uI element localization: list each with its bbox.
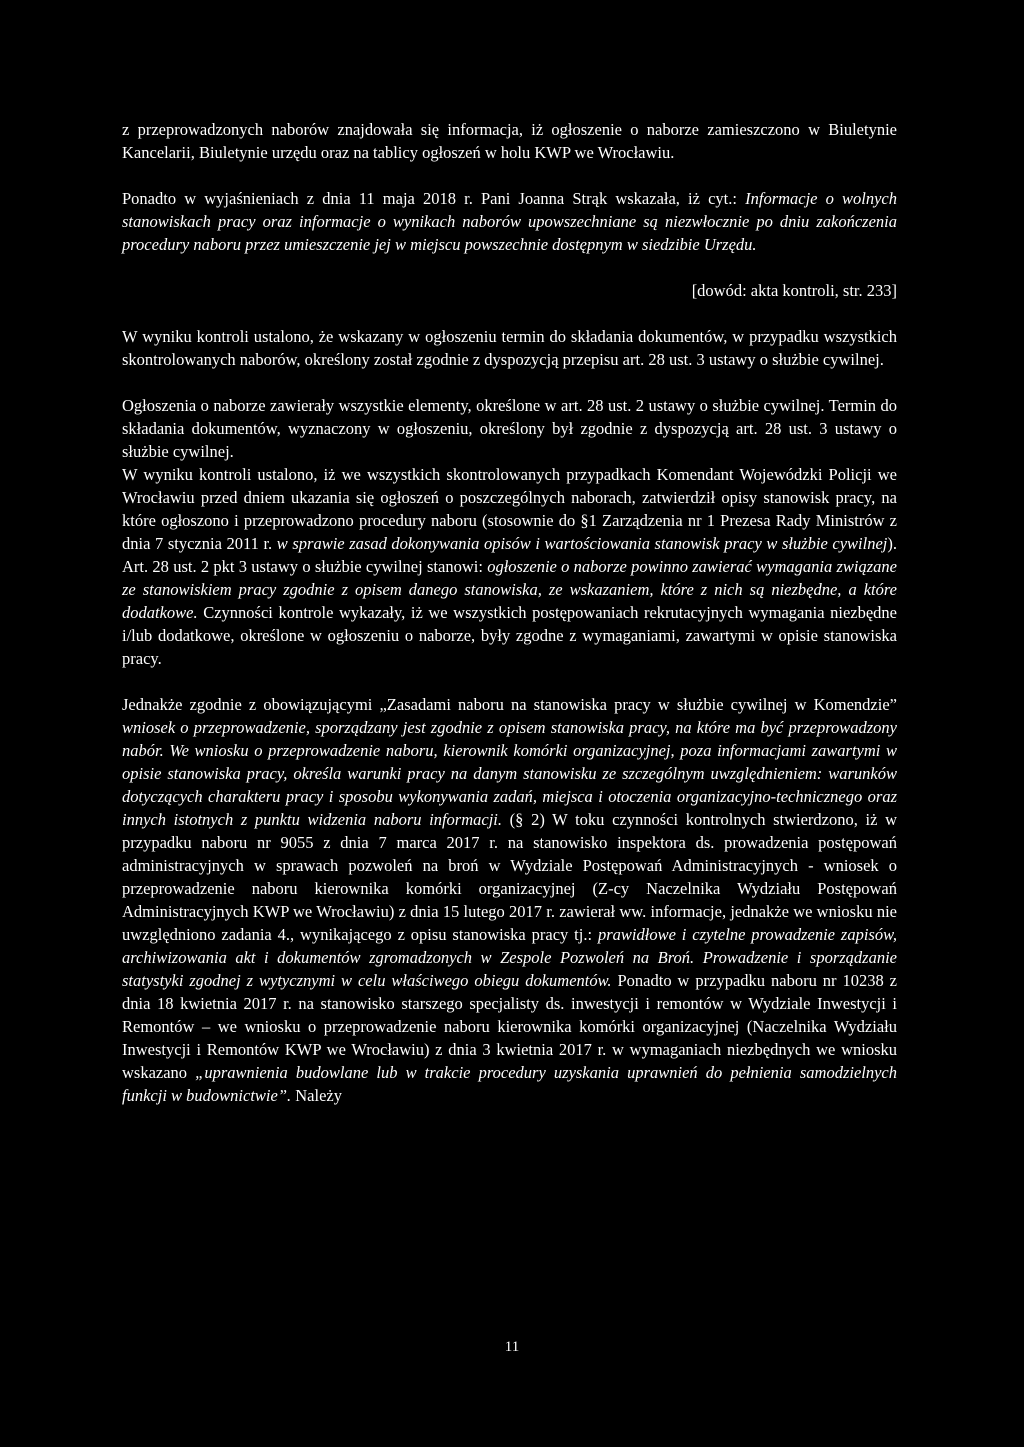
paragraph-2 bbox=[122, 187, 897, 256]
paragraph-5 bbox=[122, 463, 897, 670]
paragraph-3: W wyniku kontroli ustalono, że wskazany w ogłoszeniu termin do składania dokumentów, w przypadku wszystkich skontrolowanych naborów, określony został zgodnie z dyspozycją przepisu art. 28 ust. 3 ustawy o służbie cywilnej. bbox=[122, 327, 897, 369]
paragraph-5-c: ). Art. 28 ust. 2 pkt 3 ustawy o służbie cywilnej stanowi: bbox=[122, 534, 897, 576]
paragraph-6-e: Ponadto w przypadku naboru nr 10238 z dnia 18 kwietnia 2017 r. na stanowisko starszego specjalisty ds. inwestycji i remontów w Wydziale Inwestycji i Remontów – we wniosku o przeprowadzenie naboru kierownika komórki organizacyjnej (Naczelnika Wydziału Inwestycji i Remontów KWP we Wrocławiu) z dnia 3 kwietnia 2017 r. w wymaganiach niezbędnych we wniosku wskazano bbox=[122, 971, 898, 1082]
paragraph-1: z przeprowadzonych naborów znajdowała się informacja, iż ogłoszenie o naborze zamieszczono w Biuletynie Kancelarii, Biuletynie urzędu oraz na tablicy ogłoszeń w holu KWP we Wrocławiu. bbox=[122, 120, 897, 162]
paragraph-4: Ogłoszenia o naborze zawierały wszystkie elementy, określone w art. 28 ust. 2 ustawy o służbie cywilnej. Termin do składania dokumentów, wyznaczony w ogłoszeniu, określony był zgodnie z dyspozycją art. 28 ust. 3 ustawy o służbie cywilnej. bbox=[122, 396, 897, 461]
evidence-reference: [dowód: akta kontroli, str. 233] bbox=[691, 281, 897, 300]
document-body bbox=[122, 118, 897, 1107]
paragraph-5-e: Czynności kontrole wykazały, iż we wszystkich postępowaniach rekrutacyjnych wymagania niezbędne i/lub dodatkowe, określone w ogłoszeniu o naborze, były zgodne z wymaganiami, zawartymi w opisie stanowiska pracy. bbox=[122, 603, 897, 668]
page-number: 11 bbox=[504, 1339, 520, 1355]
paragraph-6-c: (§ 2) W toku czynności kontrolnych stwierdzono, iż w przypadku naboru nr 9055 z dnia 7 marca 2017 r. na stanowisko inspektora ds. prowadzenia postępowań administracyjnych w sprawach pozwoleń na broń w Wydziale Postępowań Administracyjnych - wniosek o przeprowadzenie naboru kierownika komórki organizacyjnej (Z-cy Naczelnika Wydziału Postępowań Administracyjnych KWP we Wrocławiu) z dnia 15 lutego 2017 r. zawierał ww. informacje, jednakże we wniosku nie uwzględniono zadania 4., wynikającego z opisu stanowiska pracy tj.: bbox=[122, 810, 898, 944]
paragraph-5-a: W wyniku kontroli ustalono, iż we wszystkich skontrolowanych przypadkach Komendant Wojewódzki Policji we Wrocławiu przed dniem ukazania się ogłoszeń o poszczególnych naborach, zatwierdził opisy stanowisk pracy, na które ogłoszono i przeprowadzono procedury naboru (stosownie do §1 Zarządzenia nr 1 Prezesa Rady Ministrów z dnia 7 stycznia 2011 r. bbox=[122, 465, 897, 553]
paragraph-6-b: wniosek o przeprowadzenie, sporządzany jest zgodnie z opisem stanowiska pracy, na które ma być przeprowadzony nabór. We wniosku o przeprowadzenie naboru, kierownik komórki organizacyjnej, poza informacjami zawartymi w opisie stanowiska pracy, określa warunki pracy na danym stanowisku ze szczególnym uwzględnieniem: warunków dotyczących charakteru pracy i sposobu wykonywania zadań, miejsca i otoczenia organizacyjno-technicznego oraz innych istotnych z punktu widzenia naboru informacji. bbox=[122, 718, 897, 829]
paragraph-5-d: ogłoszenie o naborze powinno zawierać wymagania związane ze stanowiskiem pracy zgodnie z opisem danego stanowiska, ze wskazaniem, które z nich są niezbędne, a które dodatkowe. bbox=[122, 557, 897, 622]
paragraph-6-g: Należy bbox=[291, 1086, 342, 1105]
paragraph-6-f: „uprawnienia budowlane lub w trakcie procedury uzyskania uprawnień do pełnienia samodzielnych funkcji w budownictwie”. bbox=[122, 1063, 898, 1105]
paragraph-6-d: prawidłowe i czytelne prowadzenie zapisów, archiwizowania akt i dokumentów zgromadzonych w Zespole Pozwoleń na Broń. Prowadzenie i sporządzanie statystyki zgodnej z wytycznymi w celu właściwego obiegu dokumentów. bbox=[122, 925, 897, 990]
paragraph-6-a: Jednakże zgodnie z obowiązującymi „Zasadami naboru na stanowiska pracy w służbie cywilnej w Komendzie” bbox=[122, 695, 897, 714]
paragraph-6 bbox=[122, 693, 897, 1107]
paragraph-2-quote: Informacje o wolnych stanowiskach pracy oraz informacje o wynikach naborów upowszechniane są niezwłocznie po dniu zakończenia procedury naboru przez umieszczenie jej w miejscu powszechnie dostępnym w siedzibie Urzędu. bbox=[122, 189, 898, 254]
paragraph-2-lead: Ponadto w wyjaśnieniach z dnia 11 maja 2018 r. Pani Joanna Strąk wskazała, iż cyt.: bbox=[122, 189, 746, 208]
paragraph-5-b: w sprawie zasad dokonywania opisów i wartościowania stanowisk pracy w służbie cywilnej bbox=[276, 534, 888, 553]
